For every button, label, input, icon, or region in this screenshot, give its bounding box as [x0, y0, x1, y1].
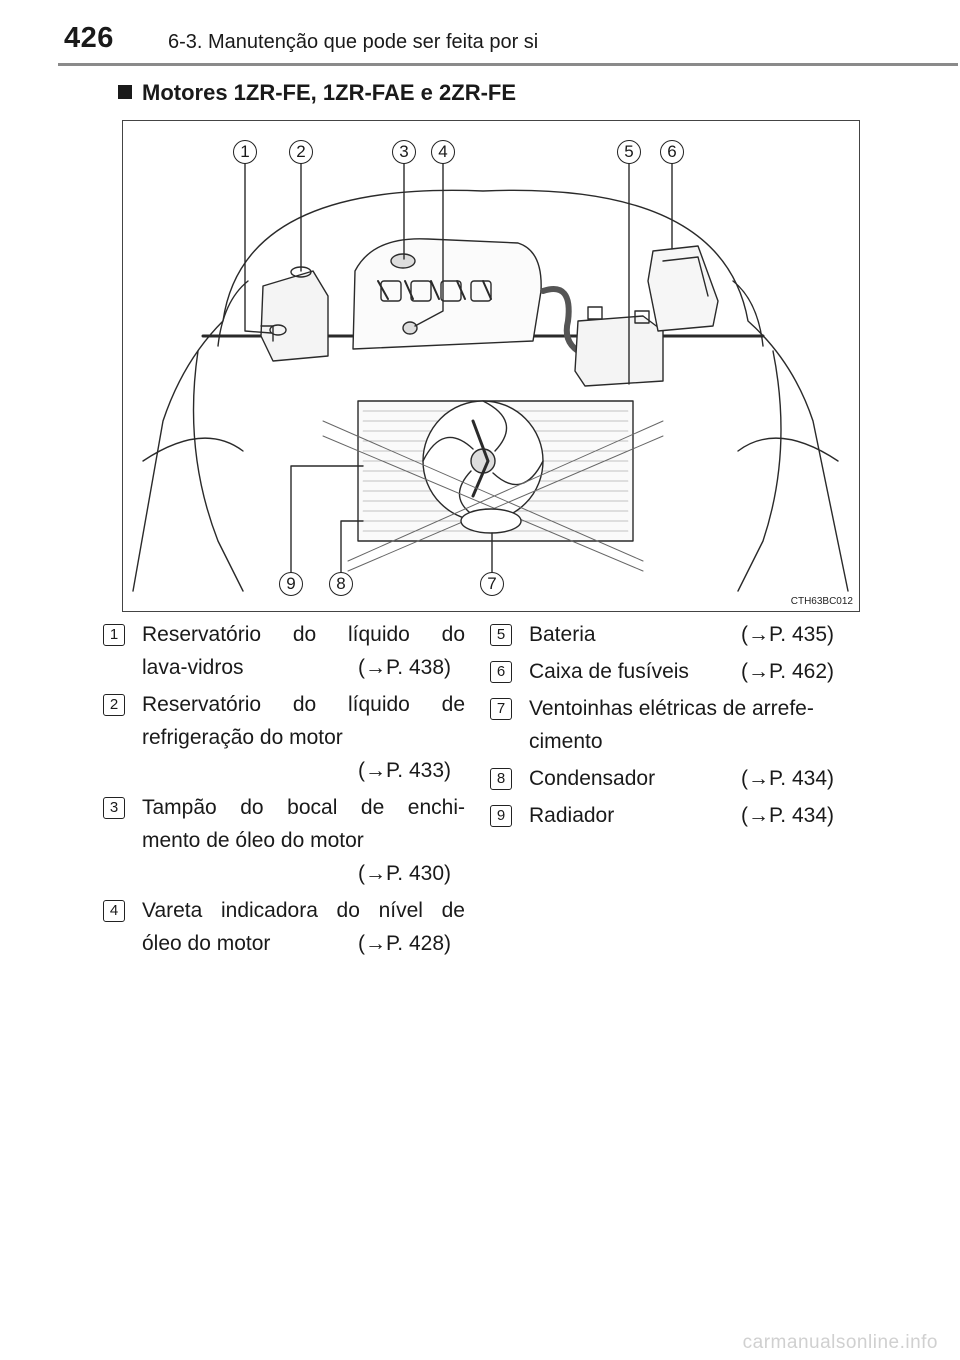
page-header	[0, 0, 960, 66]
item-text: Tampão do bocal de enchi-	[142, 796, 465, 819]
callout-5: 5	[617, 140, 641, 164]
item-number-badge: 3	[103, 797, 125, 819]
item-line	[529, 692, 834, 725]
item-text: refrigeração do motor	[142, 726, 343, 749]
item-text: Vareta indicadora do nível de	[142, 899, 465, 922]
square-bullet-icon	[118, 85, 132, 99]
legend-right-column	[490, 618, 834, 836]
callout-3: 3	[392, 140, 416, 164]
item-number-badge: 8	[490, 768, 512, 790]
list-item	[490, 692, 834, 758]
list-item	[103, 791, 465, 890]
item-text: Radiador	[529, 804, 615, 827]
callout-8: 8	[329, 572, 353, 596]
section-title: 6-3. Manutenção que pode ser feita por si	[168, 31, 539, 53]
item-text: lava-vidros	[142, 656, 244, 679]
item-line	[142, 618, 465, 651]
item-line	[142, 721, 465, 754]
item-number-badge: 1	[103, 624, 125, 646]
item-text: óleo do motor	[142, 932, 271, 955]
callout-1: 1	[233, 140, 257, 164]
callout-6: 6	[660, 140, 684, 164]
item-line	[529, 618, 834, 651]
page-reference: (→P. 428)	[358, 932, 451, 955]
legend-left-column	[103, 618, 465, 964]
item-number-badge: 9	[490, 805, 512, 827]
item-number-badge: 6	[490, 661, 512, 683]
header-rule	[58, 63, 958, 66]
item-line	[142, 651, 465, 684]
item-text: Bateria	[529, 623, 596, 646]
callout-7: 7	[480, 572, 504, 596]
page-reference: (→P. 462)	[741, 660, 834, 683]
page-reference: (→P. 438)	[358, 656, 451, 679]
item-text: Reservatório do líquido de	[142, 693, 465, 716]
item-number-badge: 4	[103, 900, 125, 922]
item-text: cimento	[529, 730, 603, 753]
item-line	[142, 927, 465, 960]
item-line	[142, 791, 465, 824]
list-item	[490, 762, 834, 795]
item-text: Caixa de fusíveis	[529, 660, 689, 683]
item-number-badge: 2	[103, 694, 125, 716]
list-item	[490, 799, 834, 832]
engine-compartment-figure	[122, 120, 860, 612]
page-number: 426	[64, 22, 114, 54]
watermark: carmanualsonline.info	[742, 1332, 938, 1353]
item-line	[529, 799, 834, 832]
item-line	[142, 688, 465, 721]
subheading-text: Motores 1ZR-FE, 1ZR-FAE e 2ZR-FE	[142, 80, 517, 105]
page-reference: (→P. 434)	[741, 767, 834, 790]
callout-2: 2	[289, 140, 313, 164]
callout-9: 9	[279, 572, 303, 596]
item-text: Reservatório do líquido do	[142, 623, 465, 646]
list-item	[103, 618, 465, 684]
item-number-badge: 7	[490, 698, 512, 720]
item-text: Condensador	[529, 767, 656, 790]
item-line	[529, 725, 834, 758]
page-reference: (→P. 434)	[741, 804, 834, 827]
engine-illustration	[123, 121, 860, 612]
item-line	[142, 894, 465, 927]
item-line	[142, 824, 465, 857]
item-number-badge: 5	[490, 624, 512, 646]
item-line	[529, 655, 834, 688]
list-item	[103, 894, 465, 960]
list-item	[490, 655, 834, 688]
item-text: Ventoinhas elétricas de arrefe-	[529, 697, 814, 720]
page-reference: (→P. 430)	[358, 862, 451, 885]
list-item	[490, 618, 834, 651]
callout-4: 4	[431, 140, 455, 164]
item-line	[529, 762, 834, 795]
page-reference: (→P. 433)	[358, 759, 451, 782]
subheading	[118, 80, 516, 106]
page-reference: (→P. 435)	[741, 623, 834, 646]
figure-code: CTH63BC012	[790, 596, 853, 607]
item-text: mento de óleo do motor	[142, 829, 364, 852]
list-item	[103, 688, 465, 787]
